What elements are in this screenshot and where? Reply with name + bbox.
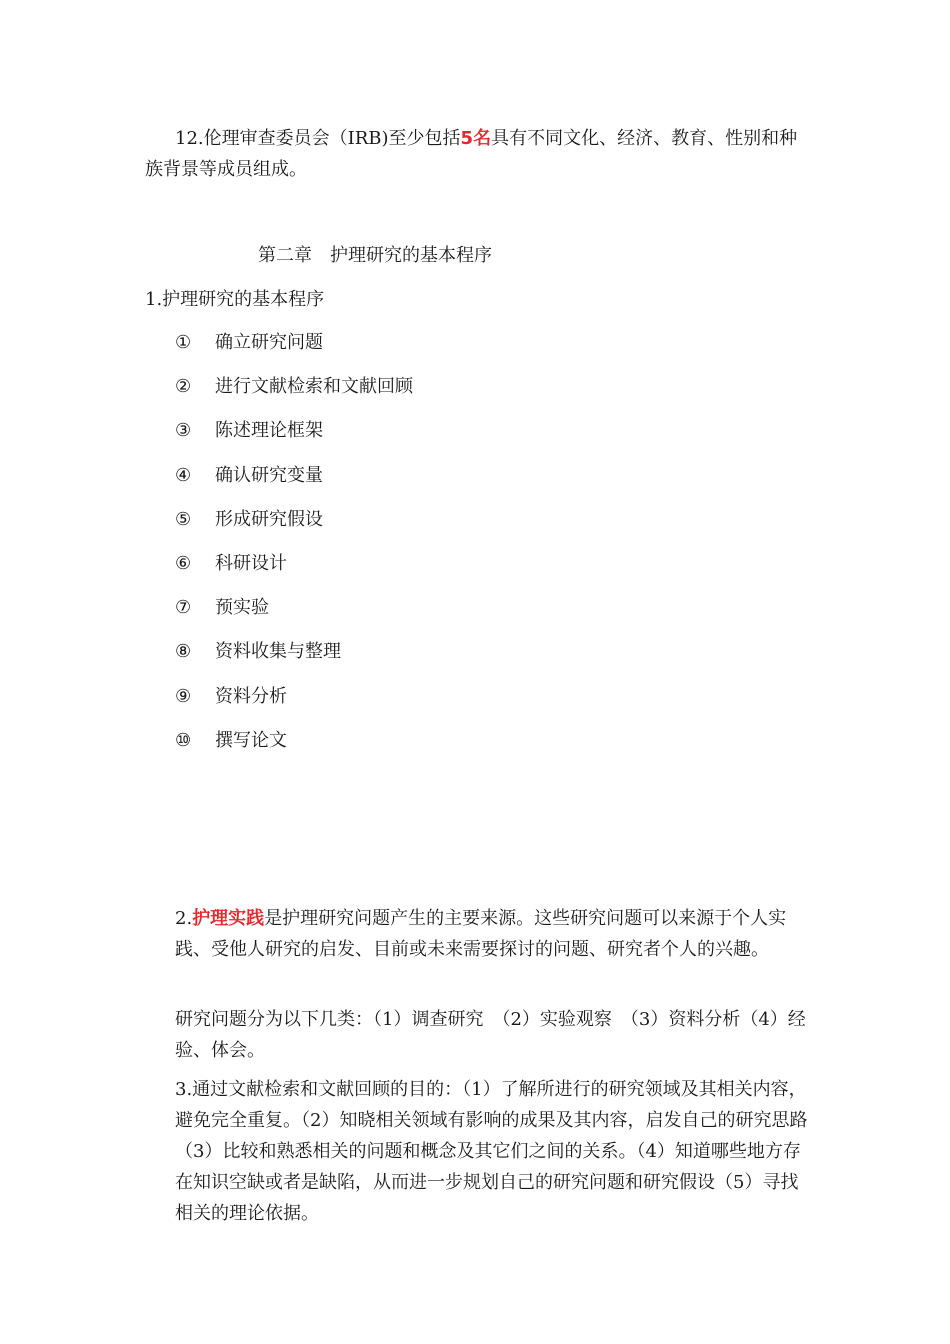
section-1-title: 1.护理研究的基本程序 xyxy=(145,289,325,310)
step-number: ⑤ xyxy=(175,508,192,530)
step-number: ① xyxy=(175,332,192,353)
step-text: 撰写论文 xyxy=(215,729,287,751)
step-item xyxy=(175,418,323,444)
step-number: ⑩ xyxy=(175,729,192,751)
item-12-paragraph xyxy=(145,123,810,185)
step-number: ⑨ xyxy=(175,685,192,707)
step-item xyxy=(175,595,269,621)
step-number: ② xyxy=(175,376,192,398)
step-item xyxy=(175,507,323,533)
item-2-suffix: 是护理研究问题产生的主要来源。这些研究问题可以来源于个人实践、受他人研究的启发、目前或未来需要探讨的问题、研究者个人的兴趣。 xyxy=(175,908,787,960)
step-item xyxy=(175,684,287,710)
step-item xyxy=(175,463,323,489)
step-item xyxy=(175,551,287,577)
step-number: ③ xyxy=(175,420,192,442)
item-12-suffix: 具有不同文化、经济、教育、性别和种族背景等成员组成。 xyxy=(145,128,798,180)
item-2-prefix: 2. xyxy=(175,908,193,929)
step-text: 资料收集与整理 xyxy=(215,641,341,663)
step-number: ④ xyxy=(175,464,192,486)
chapter-title: 第二章 护理研究的基本程序 xyxy=(258,245,492,266)
item-12-highlight: 5名 xyxy=(460,128,492,149)
step-text: 进行文献检索和文献回顾 xyxy=(215,376,413,398)
step-number: ⑧ xyxy=(175,641,192,663)
step-number: ⑦ xyxy=(175,597,192,619)
step-text: 确认研究变量 xyxy=(215,464,323,486)
step-text: 资料分析 xyxy=(215,685,287,707)
item-12-prefix: 12.伦理审查委员会（IRB)至少包括 xyxy=(175,128,461,149)
item-3-paragraph: 3.通过文献检索和文献回顾的目的：（1）了解所进行的研究领域及其相关内容，避免完全重复。（2）知晓相关领域有影响的成果及其内容，启发自己的研究思路（3）比较和熟悉相关的问题和概念及其它们之间的关系。（4）知道哪些地方存在知识空缺或者是缺陷，从而进一步规划自己的研究问题和研究假设（5）寻找相关的理论依据。 xyxy=(175,1079,808,1224)
step-item xyxy=(175,639,341,665)
step-item xyxy=(175,728,287,754)
step-text: 科研设计 xyxy=(215,553,287,574)
step-text: 陈述理论框架 xyxy=(215,420,323,442)
step-item xyxy=(175,374,413,400)
step-number: ⑥ xyxy=(175,553,192,574)
step-text: 确立研究问题 xyxy=(215,332,323,353)
step-item xyxy=(175,330,323,356)
step-text: 预实验 xyxy=(215,597,269,619)
step-text: 形成研究假设 xyxy=(215,508,323,530)
item-2-paragraph xyxy=(175,903,810,965)
item-2-highlight: 护理实践 xyxy=(192,908,265,929)
categories-paragraph: 研究问题分为以下几类：（1）调查研究 （2）实验观察 （3）资料分析（4）经验、体会。 xyxy=(175,1009,806,1061)
